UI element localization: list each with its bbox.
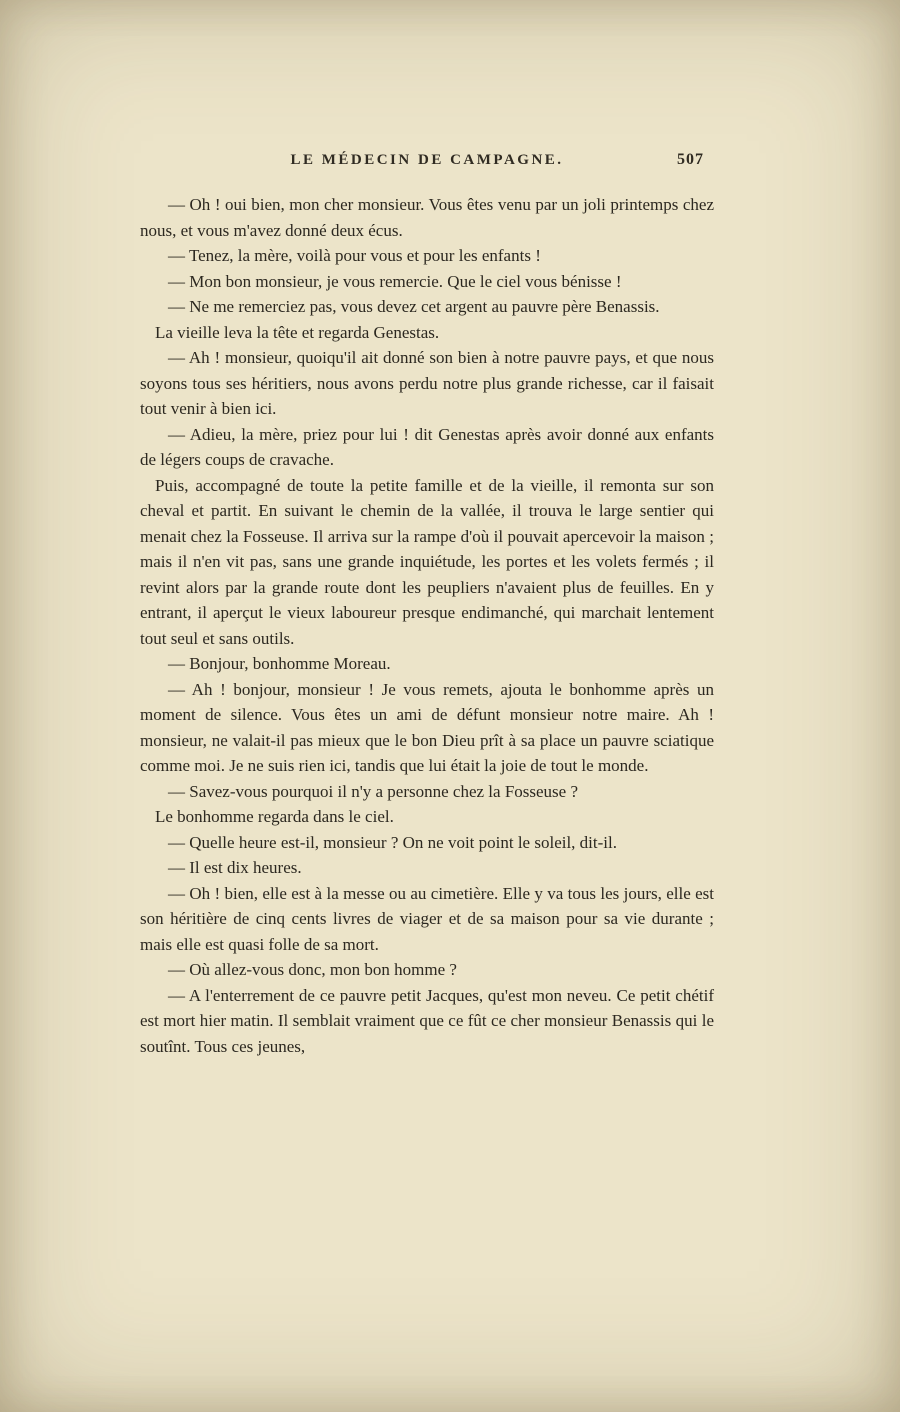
paragraph: — Ah ! monsieur, quoiqu'il ait donné son bien à notre pauvre pays, et que nous soyons tous ses héritiers, nous avons perdu notre plus grande richesse, car il faisait tout venir à bien ici. [140, 348, 714, 418]
paragraph: Le bonhomme regarda dans le ciel. [155, 807, 394, 826]
page-content [140, 152, 714, 1059]
running-title: LE MÉDECIN DE CAMPAGNE. [290, 152, 564, 168]
paragraph: Puis, accompagné de toute la petite famille et de la vieille, il remonta sur son cheval et partit. En suivant le chemin de la vallée, il trouva le large sentier qui menait chez la Fosseuse. Il arriva sur la rampe d'où il pouvait apercevoir la maison ; mais il n'en vit pas, sans une grande inquiétude, les portes et les volets fermés ; il revint alors par la grande route dont les peupliers n'avaient plus de feuilles. En y entrant, il aperçut le vieux laboureur presque endimanché, qui marchait lentement tout seul et sans outils. [140, 475, 714, 648]
paragraph: — A l'enterrement de ce pauvre petit Jacques, qu'est mon neveu. Ce petit chétif est mort hier matin. Il semblait vraiment que ce fût ce cher monsieur Benassis qui le soutînt. Tous ces jeunes, [140, 985, 714, 1056]
paragraph: — Ne me remerciez pas, vous devez cet argent au pauvre père Benassis. [168, 297, 660, 316]
paragraph: — Ah ! bonjour, monsieur ! Je vous remets, ajouta le bonhomme après un moment de silence. Vous êtes un ami de défunt monsieur notre maire. Ah ! monsieur, ne valait-il pas mieux que le bon Dieu prît à sa place un pauvre sciatique comme moi. Je ne suis rien ici, tandis que lui était la joie de tout le monde. [140, 679, 714, 775]
paragraph: — Où allez-vous donc, mon bon homme ? [168, 960, 457, 979]
paragraph: — Mon bon monsieur, je vous remercie. Que le ciel vous bénisse ! [168, 271, 622, 291]
page-header [140, 152, 714, 178]
page-number: 507 [677, 151, 704, 168]
paragraph: — Bonjour, bonhomme Moreau. [168, 654, 391, 673]
paragraph: — Il est dix heures. [168, 858, 302, 877]
paragraph: — Quelle heure est-il, monsieur ? On ne voit point le soleil, dit-il. [168, 832, 617, 852]
paragraph: — Savez-vous pourquoi il n'y a personne chez la Fosseuse ? [168, 781, 579, 801]
paragraph: — Oh ! oui bien, mon cher monsieur. Vous êtes venu par un joli printemps chez nous, et vous m'avez donné deux écus. [140, 195, 714, 240]
paragraph: — Tenez, la mère, voilà pour vous et pour les enfants ! [168, 246, 541, 265]
paragraph: — Adieu, la mère, priez pour lui ! dit Genestas après avoir donné aux enfants de légers coups de cravache. [140, 424, 714, 469]
paragraph: La vieille leva la tête et regarda Genestas. [155, 322, 440, 342]
paragraph: — Oh ! bien, elle est à la messe ou au cimetière. Elle y va tous les jours, elle est son héritière de cinq cents livres de viager et de sa maison pour sa vie durante ; mais elle est quasi folle de sa mort. [140, 883, 714, 954]
body-text [140, 192, 714, 1059]
